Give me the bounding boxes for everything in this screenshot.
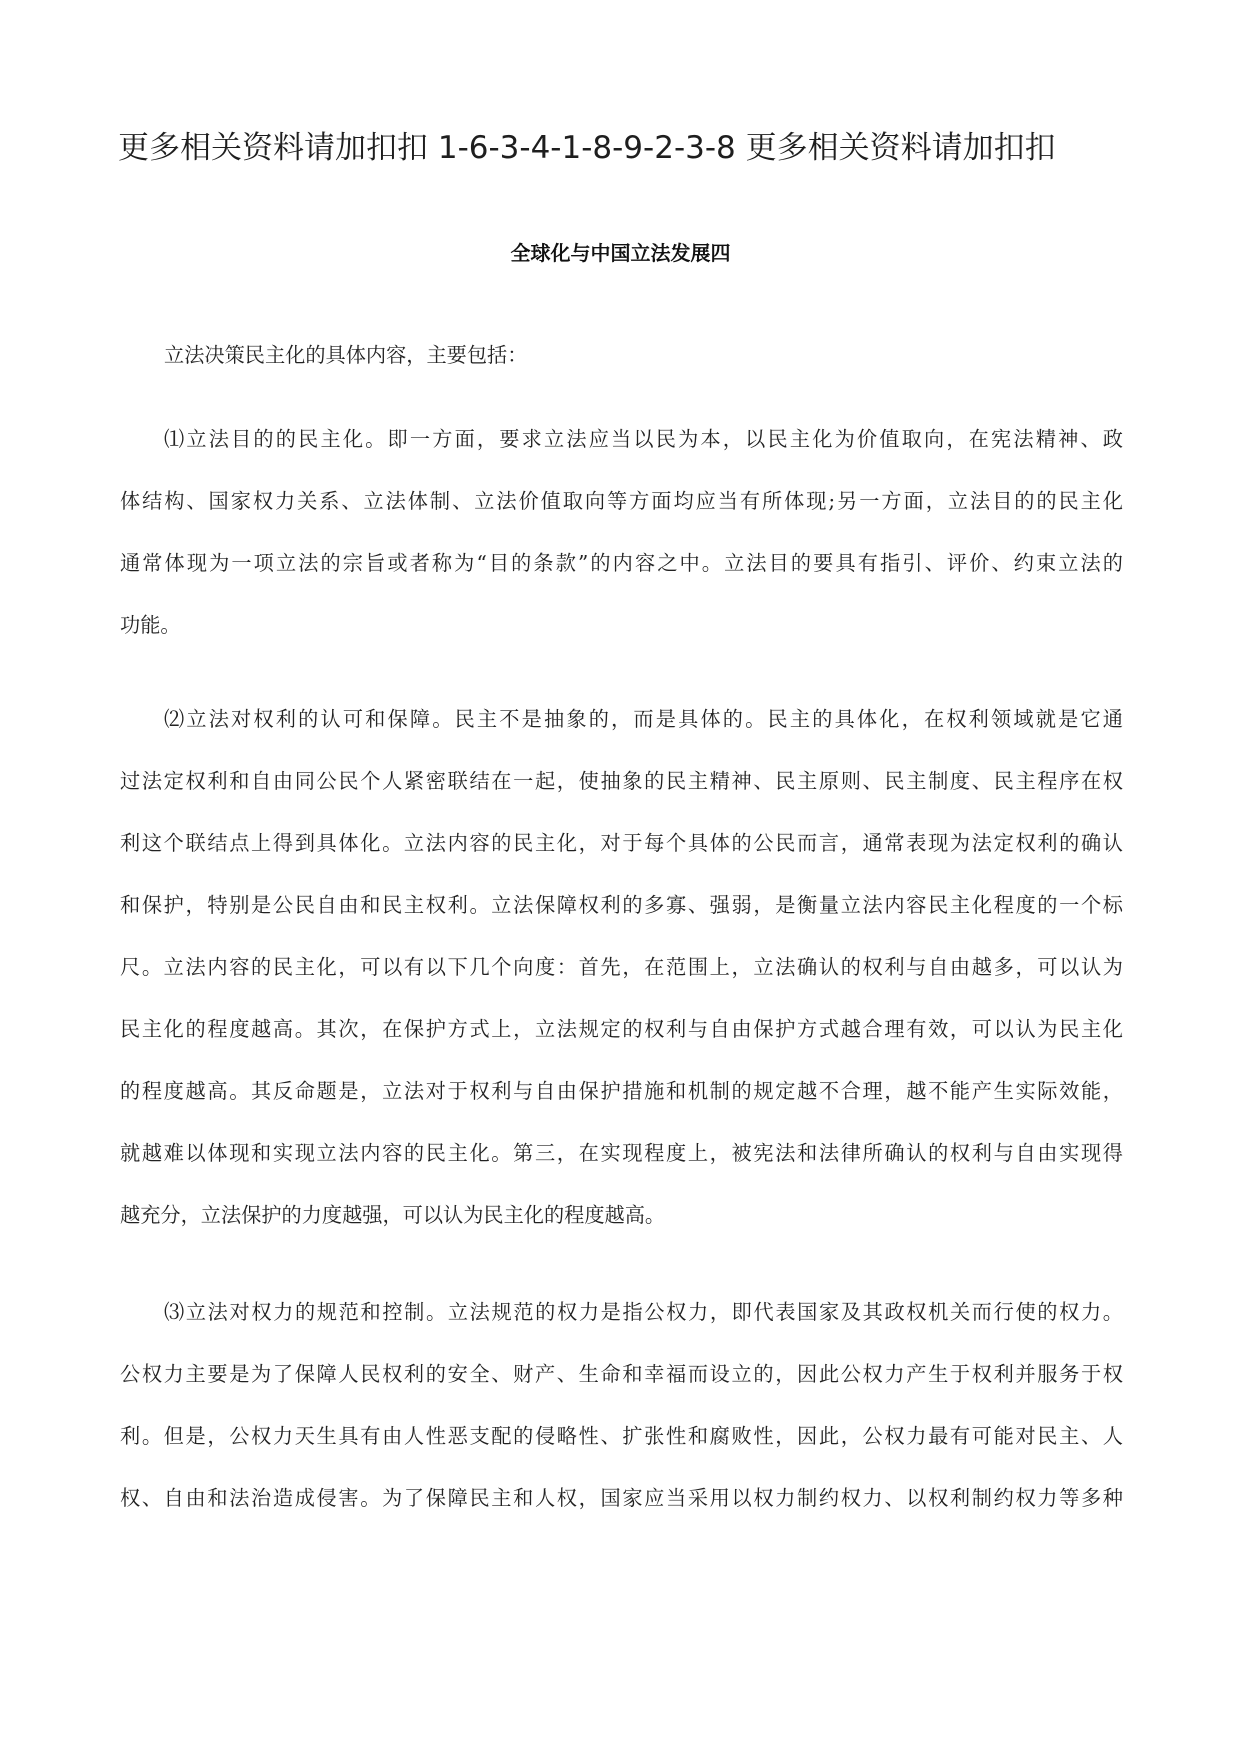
paragraph-line: ⑴立法目的的民主化。即一方面，要求立法应当以民为本，以民主化为价值取向，在宪法精神、政 <box>164 427 1123 451</box>
intro-paragraph <box>120 324 1123 386</box>
paragraph-3 <box>120 1281 1123 1529</box>
paragraph-line: 过法定权利和自由同公民个人紧密联结在一起，使抽象的民主精神、民主原则、民主制度、民主程序在权 <box>120 769 1123 793</box>
paragraph-line: 尺。立法内容的民主化，可以有以下几个向度：首先，在范围上，立法确认的权利与自由越多，可以认为 <box>120 955 1123 979</box>
paragraph-line: 越充分，立法保护的力度越强，可以认为民主化的程度越高。 <box>120 1203 666 1227</box>
paragraph-1 <box>120 408 1123 656</box>
paragraph-line: 就越难以体现和实现立法内容的民主化。第三，在实现程度上，被宪法和法律所确认的权利与自由实现得 <box>120 1141 1123 1165</box>
paragraph-line: 立法决策民主化的具体内容，主要包括： <box>164 343 528 367</box>
paragraph-line: 功能。 <box>120 613 181 637</box>
paragraph-line: 的程度越高。其反命题是，立法对于权利与自由保护措施和机制的规定越不合理，越不能产生实际效能， <box>120 1079 1123 1103</box>
paragraph-line: 权、自由和法治造成侵害。为了保障民主和人权，国家应当采用以权力制约权力、以权利制约权力等多种 <box>120 1486 1123 1510</box>
page-header-banner: 更多相关资料请加扣扣 1-6-3-4-1-8-9-2-3-8 更多相关资料请加扣扣 <box>118 130 1056 166</box>
paragraph-line: 公权力主要是为了保障人民权利的安全、财产、生命和幸福而设立的，因此公权力产生于权利并服务于权 <box>120 1362 1123 1386</box>
document-title: 全球化与中国立法发展四 <box>510 241 731 265</box>
paragraph-line: 通常体现为一项立法的宗旨或者称为“目的条款”的内容之中。立法目的要具有指引、评价、约束立法的 <box>120 551 1123 575</box>
paragraph-line: 体结构、国家权力关系、立法体制、立法价值取向等方面均应当有所体现;另一方面，立法目的的民主化 <box>120 489 1123 513</box>
paragraph-2 <box>120 688 1123 1246</box>
paragraph-line: ⑶立法对权力的规范和控制。立法规范的权力是指公权力，即代表国家及其政权机关而行使的权力。 <box>164 1300 1123 1324</box>
paragraph-line: 利。但是，公权力天生具有由人性恶支配的侵略性、扩张性和腐败性，因此，公权力最有可能对民主、人 <box>120 1424 1123 1448</box>
paragraph-line: 和保护，特别是公民自由和民主权利。立法保障权利的多寡、强弱，是衡量立法内容民主化程度的一个标 <box>120 893 1123 917</box>
paragraph-line: 民主化的程度越高。其次，在保护方式上，立法规定的权利与自由保护方式越合理有效，可以认为民主化 <box>120 1017 1123 1041</box>
paragraph-line: 利这个联结点上得到具体化。立法内容的民主化，对于每个具体的公民而言，通常表现为法定权利的确认 <box>120 831 1123 855</box>
paragraph-line: ⑵立法对权利的认可和保障。民主不是抽象的，而是具体的。民主的具体化，在权利领域就是它通 <box>164 707 1123 731</box>
